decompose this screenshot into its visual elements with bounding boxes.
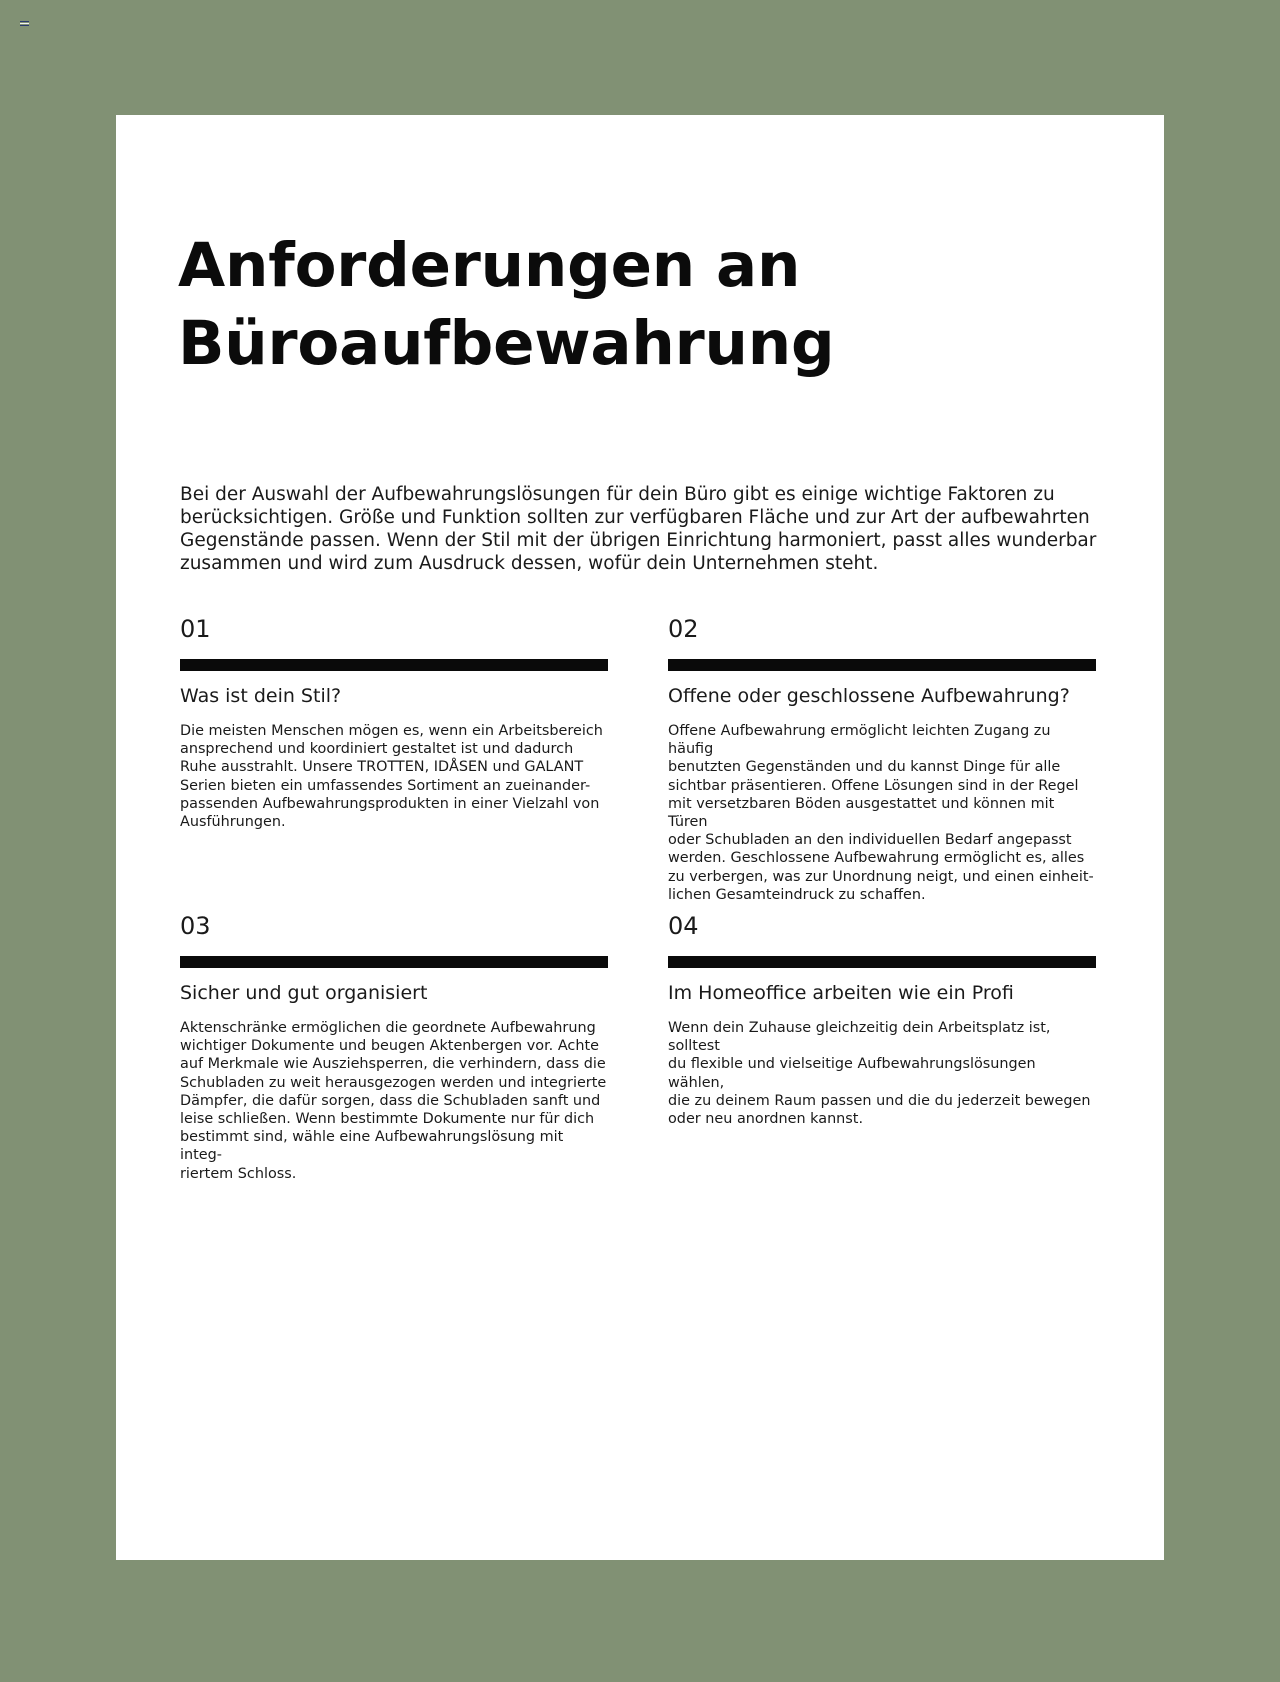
section-03: [180, 912, 608, 1183]
document-page: [116, 115, 1164, 1560]
section-number: 02: [668, 615, 699, 643]
section-body: Die meisten Menschen mögen es, wenn ein Arbeitsbereich ansprechend und koordiniert gestaltet ist und dadurch Ruhe ausstrahlt. Unsere TROTTEN, IDÅSEN und GALANT Serien bieten ein umfassendes Sortiment an zueinander- passenden Aufbewahrungsprodukten in einer Vielzahl von Ausführungen.: [180, 723, 603, 831]
section-heading: Was ist dein Stil?: [180, 685, 342, 707]
menu-icon[interactable]: [20, 21, 29, 27]
section-divider: [180, 659, 608, 671]
section-body: Aktenschränke ermöglichen die geordnete Aufbewahrung wichtiger Dokumente und beugen Aktenbergen vor. Achte auf Merkmale wie Ausziehsperren, die verhindern, dass die Schubladen zu weit herausgezogen werden und integrierte Dämpfer, die dafür sorgen, dass die Schubladen sanft und leise schließen. Wenn bestimmte Dokumente nur für dich bestimmt sind, wähle eine Aufbewahrungslösung mit integ- riertem Schloss.: [180, 1020, 607, 1182]
section-01: [180, 615, 608, 831]
intro-paragraph: Bei der Auswahl der Aufbewahrungslösungen für dein Büro gibt es einige wichtige Faktoren zu berücksichtigen. Größe und Funktion sollten zur verfügbaren Fläche und zur Art der aufbewahrten Gegenstände passen. Wenn der Stil mit der übrigen Einrichtung harmoniert, passt alles wunderbar zusammen und wird zum Ausdruck dessen, wofür dein Unternehmen steht.: [180, 484, 1097, 574]
section-heading: Sicher und gut organisiert: [180, 982, 428, 1004]
section-number: 01: [180, 615, 211, 643]
section-number: 03: [180, 912, 211, 940]
page-title: Anforderungen an Büroaufbewahrung: [178, 230, 835, 379]
section-heading: Offene oder geschlossene Aufbewahrung?: [668, 685, 1070, 707]
section-body: Wenn dein Zuhause gleichzeitig dein Arbeitsplatz ist, solltest du flexible und vielseitige Aufbewahrungslösungen wählen, die zu deinem Raum passen und die du jederzeit bewegen oder neu anordnen kannst.: [668, 1020, 1091, 1128]
section-number: 04: [668, 912, 699, 940]
section-heading: Im Homeoffice arbeiten wie ein Profi: [668, 982, 1014, 1004]
section-divider: [668, 956, 1096, 968]
section-04: [668, 912, 1096, 1128]
section-body: Offene Aufbewahrung ermöglicht leichten Zugang zu häufig benutzten Gegenständen und du kannst Dinge für alle sichtbar präsentieren. Offene Lösungen sind in der Regel mit versetzbaren Böden ausgestattet und können mit Türen oder Schubladen an den individuellen Bedarf angepasst werden. Geschlossene Aufbewahrung ermöglicht es, alles zu verbergen, was zur Unordnung neigt, und einen einheit- lichen Gesamteindruck zu schaffen.: [668, 723, 1094, 903]
section-02: [668, 615, 1096, 904]
section-divider: [668, 659, 1096, 671]
section-divider: [180, 956, 608, 968]
